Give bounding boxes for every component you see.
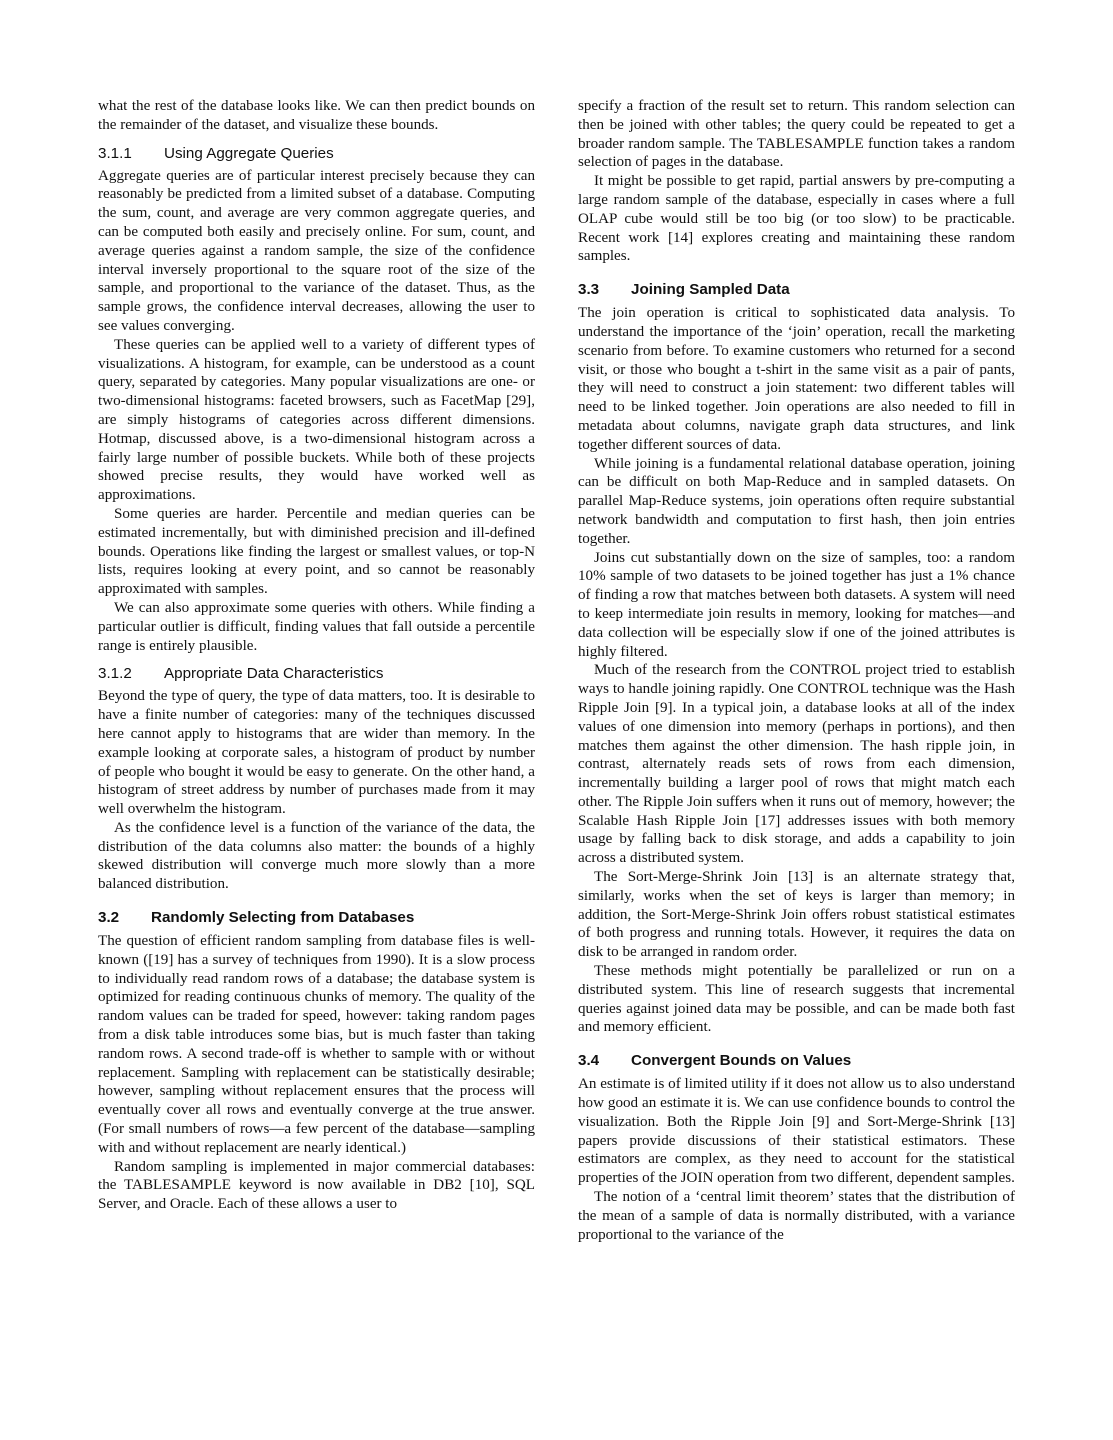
subsection-heading-3-1-1 [98, 144, 535, 163]
paragraph: Much of the research from the CONTROL project tried to establish ways to handle joining rapidly. One CONTROL technique was the Hash Ripple Join [9]. In a typical join, a database looks at all of the index values of one dimension into memory (perhaps in portions), and then matches them against the other dimension. The hash ripple join, in contrast, alternately reads sets of rows from each dimension, incrementally building a larger pool of rows that might match each other. The Ripple Join suffers when it runs out of memory, however; the Scalable Hash Ripple Join [17] addresses issues with both memory usage by falling back to disk storage, and adds a capability to join across a distributed system. [578, 662, 1015, 867]
paragraph: Some queries are harder. Percentile and median queries can be estimated incrementally, but with diminished precision and ill-defined bounds. Operations like finding the largest or smallest values, or top-N lists, requires looking at every point, and so cannot be reasonably approximated with samples. [98, 505, 535, 598]
paragraph: It might be possible to get rapid, partial answers by pre-computing a large random sample of the database, especially in cases where a full OLAP cube would still be too big (or too slow) to be practicable. Recent work [14] explores creating and maintaining these random samples. [578, 173, 1015, 265]
paragraph: While joining is a fundamental relational database operation, joining can be difficult on both Map-Reduce and in sampled datasets. On parallel Map-Reduce systems, join operations often require substantial network bandwidth and computation to first hash, then join entries together. [578, 455, 1015, 547]
paragraph: These queries can be applied well to a variety of different types of visualizations. A histogram, for example, can be understood as a count query, separated by categories. Many popular visualizations are one- or two-dimensional histograms: faceted browsers, such as FacetMap [29], are simply histograms of categories across different dimensions. Hotmap, discussed above, is a two-dimensional histogram across a fairly large number of possible buckets. While both of these projects showed precise results, they would have worked well as approximations. [98, 336, 535, 504]
section-heading-3-4 [578, 1051, 1015, 1070]
paragraph: The join operation is critical to sophisticated data analysis. To understand the importance of the ‘join’ operation, recall the marketing scenario from before. To examine customers who returned for a second visit, or those who bought a t-shirt in the same visit as a pair of pants, they will need to construct a join statement: two different tables will need to be linked together. Join operations are also needed to fill in metadata about columns, navigate graph data structures, and link together different sources of data. [578, 305, 1015, 453]
paragraph: The notion of a ‘central limit theorem’ states that the distribution of the mean of a sample of data is normally distributed, with a variance proportional to the variance of the [578, 1189, 1015, 1243]
section-heading-3-2 [98, 908, 535, 927]
left-column [98, 97, 535, 1214]
paragraph: Joins cut substantially down on the size of samples, too: a random 10% sample of two datasets to be joined together has just a 1% chance of finding a row that matches between both datasets. A system will need to keep intermediate join results in memory, looking for matches—and data collection will be especially slow if one of the joined attributes is highly filtered. [578, 549, 1015, 660]
paragraph: The question of efficient random sampling from database files is well-known ([19] has a survey of techniques from 1990). It is a slow process to individually read random rows of a database; the database system is optimized for reading continuous chunks of memory. The quality of the random values can be traded for speed, however: taking random pages from a disk table introduces some bias, but is much faster than taking random rows. A second trade-off is whether to sample with or without replacement. Sampling with replacement can be statistically desirable; however, sampling without replacement ensures that the process will eventually cover all rows and eventually converge at the true answer. (For small numbers of rows—a few percent of the database—sampling with and without replacement are nearly identical.) [98, 933, 535, 1156]
paragraph: Beyond the type of query, the type of data matters, too. It is desirable to have a finite number of categories: many of the techniques discussed here cannot apply to histograms that are wider than memory. In the example looking at corporate sales, a histogram of product by number of people who bought it would be easy to generate. On the other hand, a histogram of street address by number of purchases made from it may well overwhelm the histogram. [98, 688, 535, 818]
section-number: 3.4 [578, 1052, 600, 1070]
paragraph-intro-continuation: what the rest of the database looks like. We can then predict bounds on the remainder of the dataset, and visualize these bounds. [98, 98, 535, 133]
section-heading-3-3 [578, 280, 1015, 299]
subsection-heading-3-1-2 [98, 664, 535, 683]
paragraph: The Sort-Merge-Shrink Join [13] is an alternate strategy that, similarly, works when the set of keys is larger than memory; in addition, the Sort-Merge-Shrink Join offers robust statistical estimates of both progress and running totals. However, it requires the data on disk to be arranged in random order. [578, 869, 1015, 961]
paragraph: Aggregate queries are of particular interest precisely because they can reasonably be predicted from a limited subset of a database. Computing the sum, count, and average are very common aggregate queries, and can be computed both easily and precisely online. For sum, count, and average queries against a random sample, the size of the confidence interval inversely proportional to the square root of the size of the sample, and proportional to the variance of the dataset. Thus, as the sample grows, the confidence interval decreases, allowing the user to see values converging. [98, 167, 535, 334]
section-number: 3.1.2 [98, 665, 132, 683]
paragraph: We can also approximate some queries with others. While finding a particular outlier is difficult, finding values that fall outside a percentile range is entirely plausible. [98, 599, 535, 654]
section-title: Using Aggregate Queries [164, 144, 334, 162]
paragraph: As the confidence level is a function of the variance of the data, the distribution of the data columns also matter: the bounds of a highly skewed distribution will converge much more slowly than a more balanced distribution. [98, 819, 535, 893]
paragraph-3-2-continuation: specify a fraction of the result set to return. This random selection can then be joined with other tables; the query could be repeated to get a broader random sample. The TABLESAMPLE function takes a random selection of pages in the database. [578, 98, 1015, 171]
paragraph: Random sampling is implemented in major commercial databases: the TABLESAMPLE keyword is now available in DB2 [10], SQL Server, and Oracle. Each of these allows a user to [98, 1158, 535, 1213]
right-column [578, 97, 1015, 1244]
paragraph: An estimate is of limited utility if it does not allow us to also understand how good an estimate it is. We can use confidence bounds to control the visualization. Both the Ripple Join [9] and Sort-Merge-Shrink [13] papers provide discussions of their statistical estimators. These estimators are complex, as they need to account for the statistical properties of the JOIN operation from two different, dependent samples. [578, 1076, 1015, 1187]
section-number: 3.2 [98, 909, 120, 927]
section-title: Convergent Bounds on Values [631, 1052, 852, 1070]
section-number: 3.3 [578, 281, 600, 299]
section-title: Appropriate Data Characteristics [164, 665, 384, 683]
section-title: Randomly Selecting from Databases [151, 909, 415, 927]
section-number: 3.1.1 [98, 144, 132, 162]
section-title: Joining Sampled Data [631, 281, 790, 299]
paragraph: These methods might potentially be parallelized or run on a distributed system. This line of research suggests that incremental queries against joined data may be possible, and can be made both fast and memory efficient. [578, 963, 1015, 1036]
